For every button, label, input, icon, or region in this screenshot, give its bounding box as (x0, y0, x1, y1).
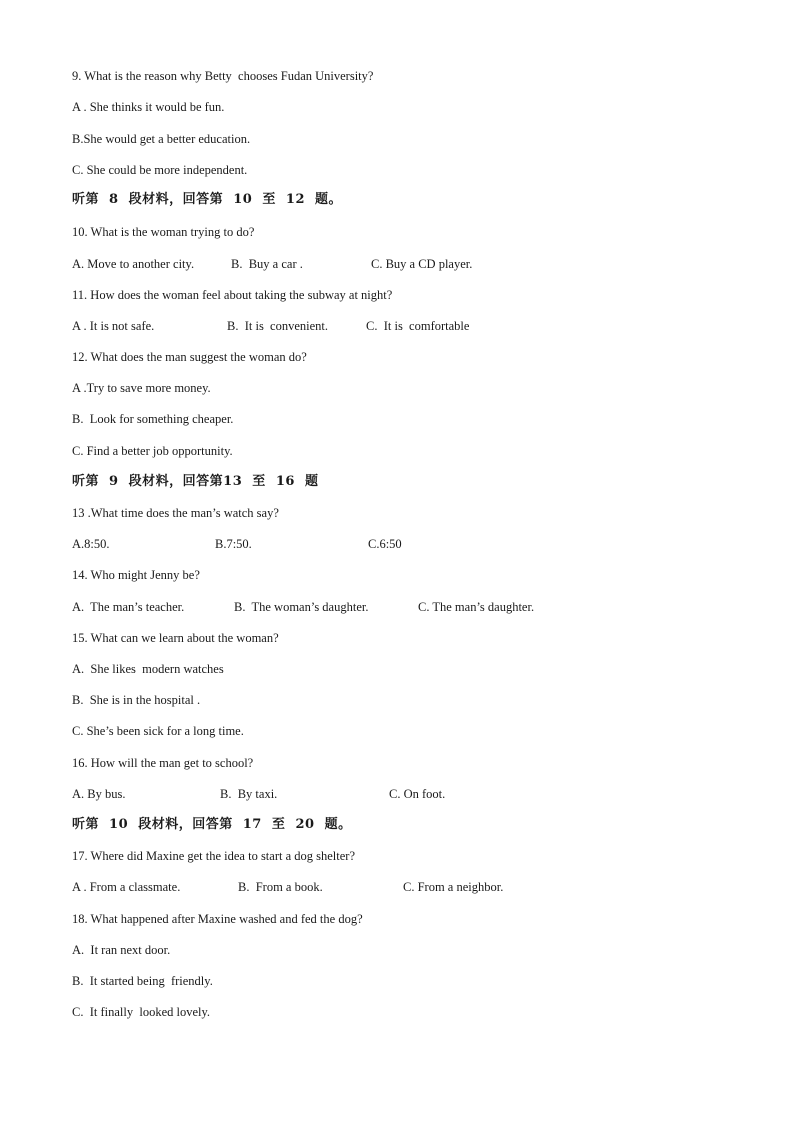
section-heading-9: 听第 9 段材料，回答第13 至 16 题 (72, 474, 319, 489)
q14-option-c: C. The man’s daughter. (418, 600, 535, 614)
q10-option-c: C. Buy a CD player. (371, 257, 473, 271)
q15-option-c: C. She’s been sick for a long time. (72, 724, 244, 738)
q13-option-b: B.7:50. (215, 537, 252, 551)
q9-option-c: C. She could be more independent. (72, 163, 248, 177)
section-heading-10: 听第 10 段材料，回答第 17 至 20 题。 (72, 817, 352, 832)
question-10: 10. What is the woman trying to do? (72, 225, 255, 239)
q10-option-b: B. Buy a car . (231, 257, 303, 271)
question-12: 12. What does the man suggest the woman do? (72, 350, 307, 364)
question-18: 18. What happened after Maxine washed and fed the dog? (72, 912, 363, 926)
q14-option-a: A. The man’s teacher. (72, 600, 185, 614)
q18-option-b: B. It started being friendly. (72, 974, 213, 988)
q13-option-c: C.6:50 (368, 537, 402, 551)
question-15: 15. What can we learn about the woman? (72, 631, 279, 645)
q17-option-c: C. From a neighbor. (403, 880, 504, 894)
question-11: 11. How does the woman feel about taking the subway at night? (72, 288, 393, 302)
q17-option-a: A . From a classmate. (72, 880, 181, 894)
question-17: 17. Where did Maxine get the idea to start a dog shelter? (72, 849, 356, 863)
q16-option-b: B. By taxi. (220, 787, 278, 801)
q12-option-b: B. Look for something cheaper. (72, 412, 234, 426)
q15-option-b: B. She is in the hospital . (72, 693, 201, 707)
question-16: 16. How will the man get to school? (72, 756, 254, 770)
question-9: 9. What is the reason why Betty chooses Fudan University? (72, 69, 374, 83)
section-heading-8: 听第 8 段材料，回答第 10 至 12 题。 (72, 192, 343, 207)
q12-option-c: C. Find a better job opportunity. (72, 444, 233, 458)
q15-option-a: A. She likes modern watches (72, 662, 224, 676)
q11-option-a: A . It is not safe. (72, 319, 155, 333)
q14-option-b: B. The woman’s daughter. (234, 600, 369, 614)
q10-option-a: A. Move to another city. (72, 257, 195, 271)
q11-option-c: C. It is comfortable (366, 319, 470, 333)
q17-option-b: B. From a book. (238, 880, 323, 894)
q18-option-c: C. It finally looked lovely. (72, 1005, 211, 1019)
q12-option-a: A .Try to save more money. (72, 381, 211, 395)
question-14: 14. Who might Jenny be? (72, 568, 200, 582)
q11-option-b: B. It is convenient. (227, 319, 329, 333)
q9-option-a: A . She thinks it would be fun. (72, 100, 225, 114)
q16-option-c: C. On foot. (389, 787, 446, 801)
question-13: 13 .What time does the man’s watch say? (72, 506, 279, 520)
q16-option-a: A. By bus. (72, 787, 126, 801)
q13-option-a: A.8:50. (72, 537, 110, 551)
q9-option-b: B.She would get a better education. (72, 132, 251, 146)
q18-option-a: A. It ran next door. (72, 943, 171, 957)
